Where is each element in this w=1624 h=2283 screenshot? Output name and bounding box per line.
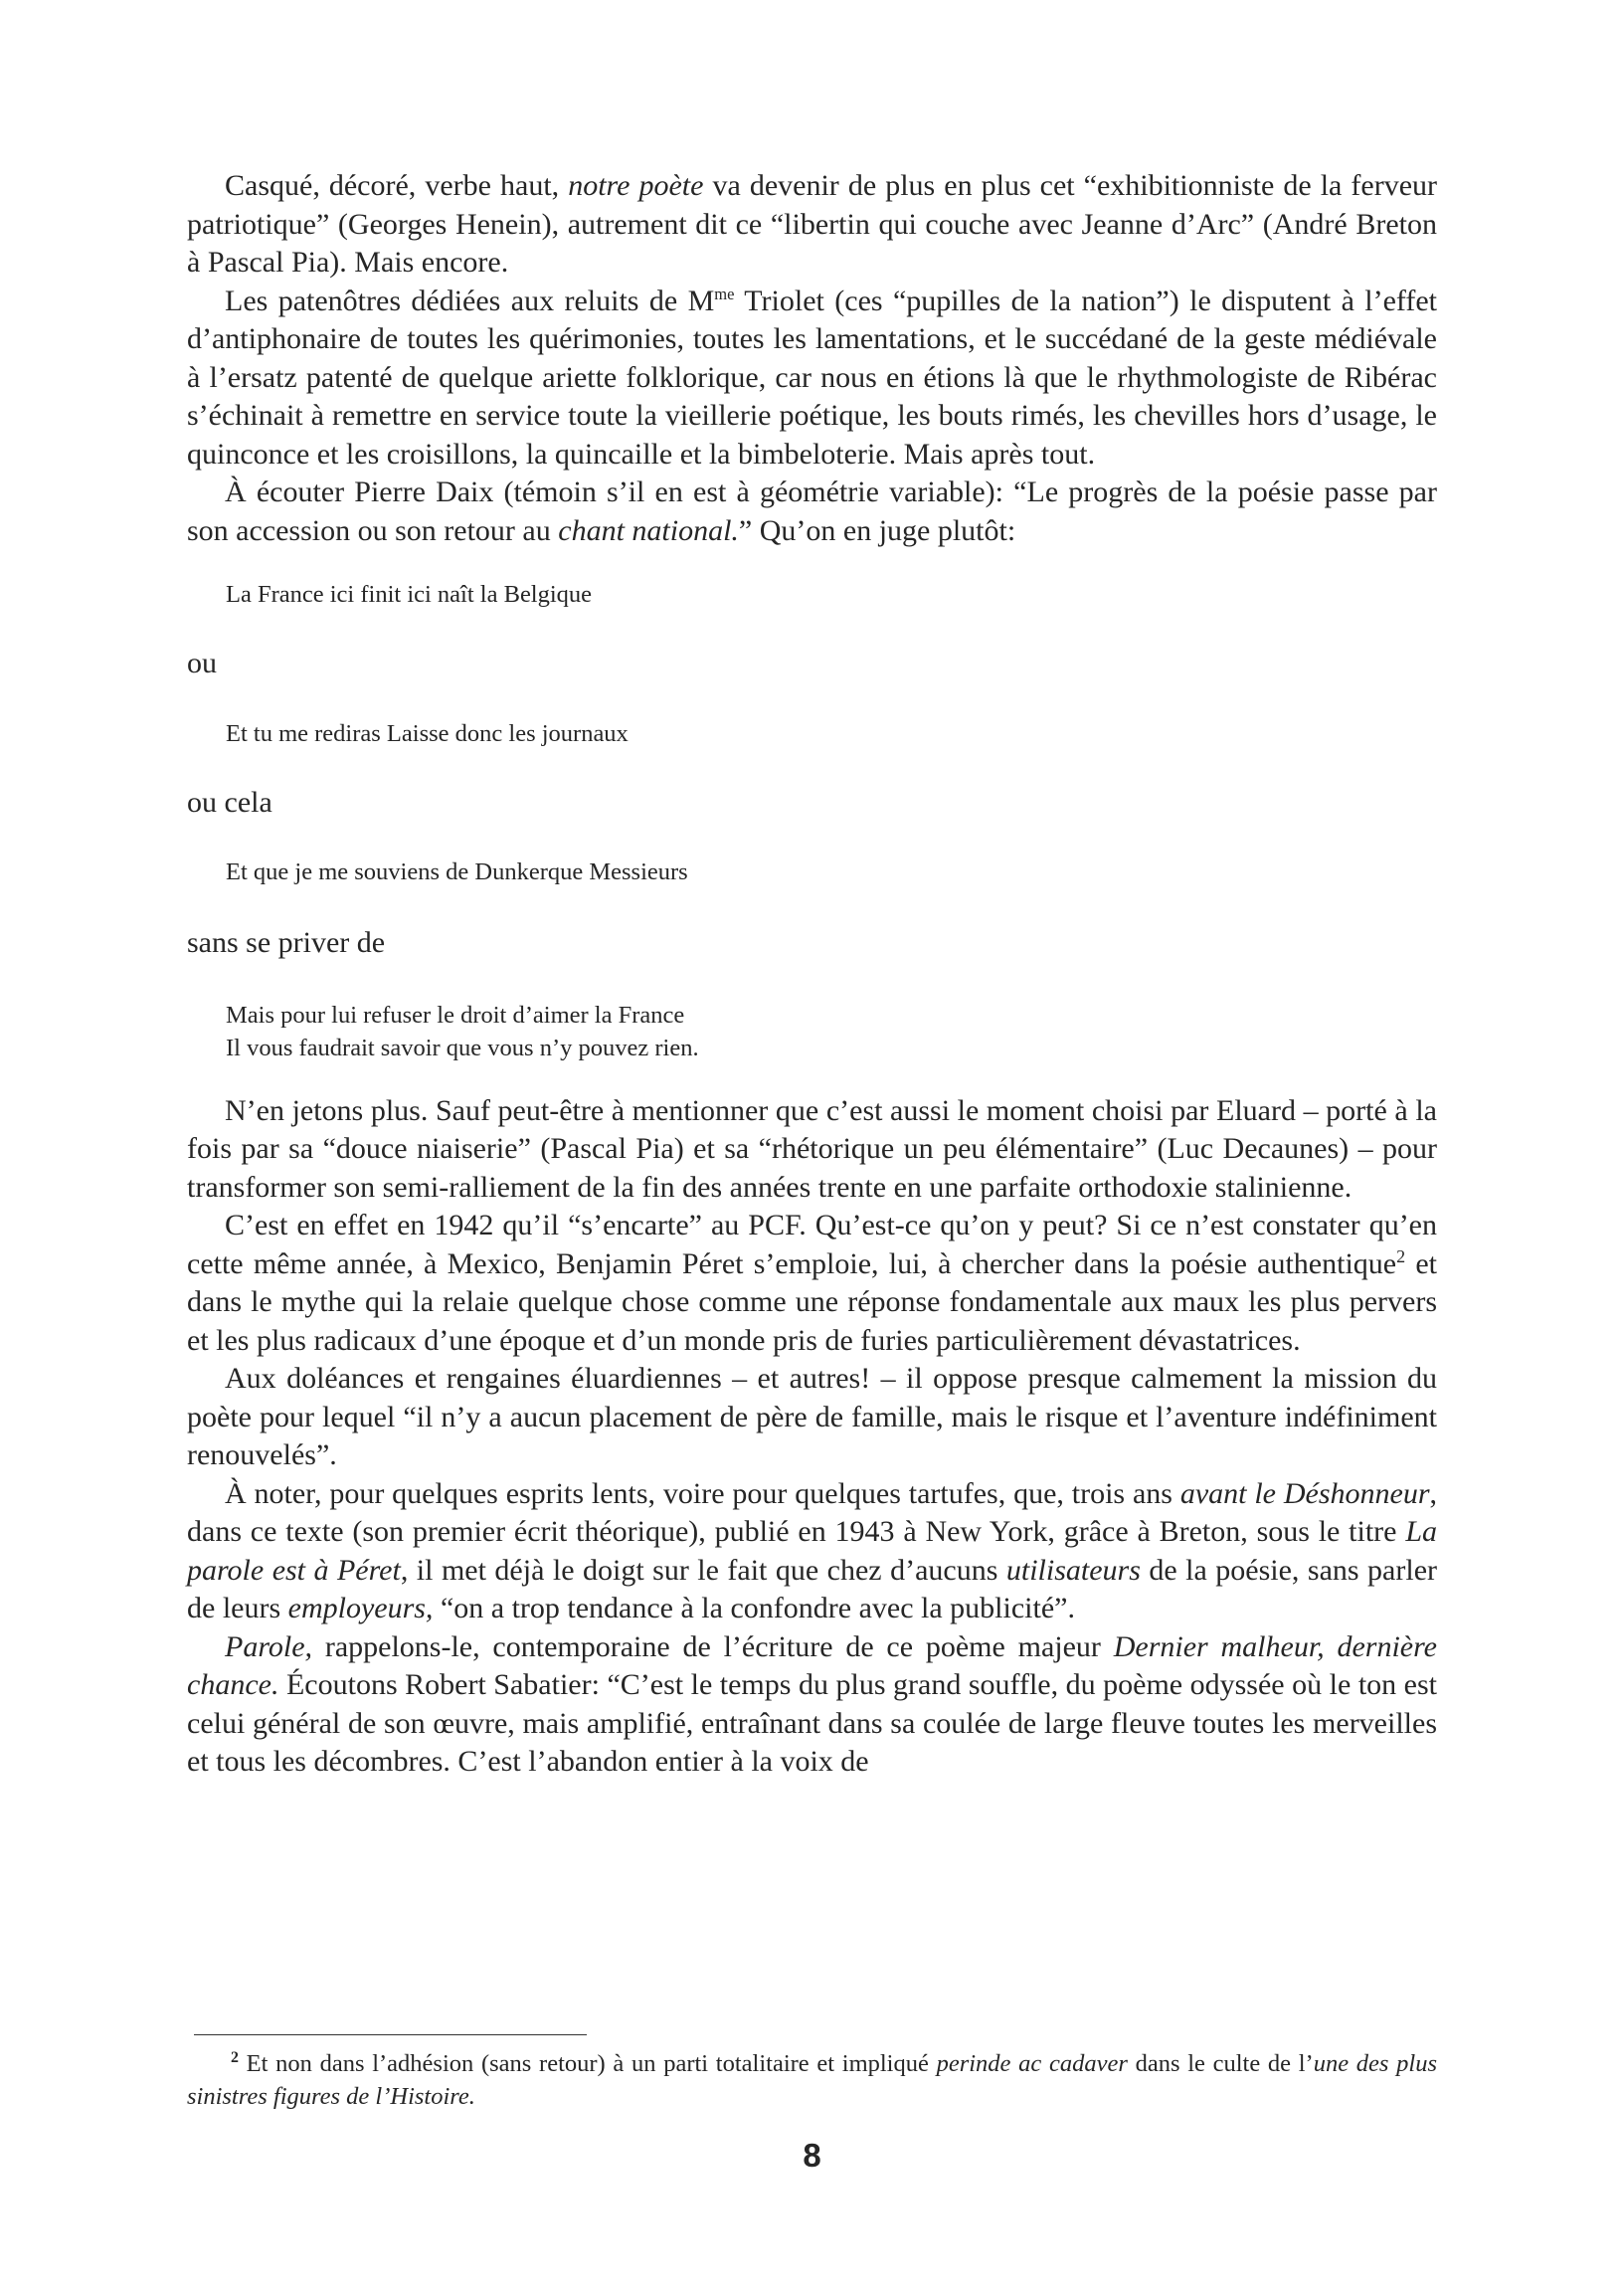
italic-run: perinde ac cadaver <box>936 2050 1128 2077</box>
italic-run: avant le Déshonneur <box>1179 1476 1430 1510</box>
text-run: et dans le mythe qui la relaie quelque chose comme une réponse fondamentale aux maux les plus pervers et les plus radicaux d’une époque et d’un monde pris de furies particulièrement dévastatrices. <box>187 1246 1437 1357</box>
text-run: , dans ce texte (son premier écrit théorique), publié en 1943 à New York, grâce à Breton, sous le titre <box>187 1476 1438 1548</box>
main-text <box>187 167 1437 1782</box>
verse-quote-2: Et tu me rediras Laisse donc les journaux <box>226 719 629 747</box>
paragraph-3 <box>187 474 1437 550</box>
verse-quote-4 <box>187 999 1437 1064</box>
paragraph-5 <box>187 1207 1437 1360</box>
connector-text-2: ou cela <box>187 785 272 819</box>
superscript: me <box>714 284 735 303</box>
text-run: dans le culte de l’ <box>1127 2050 1314 2077</box>
italic-run: La parole est à Péret <box>187 1515 1437 1587</box>
text-run: rappelons-le, contemporaine de l’écriture de ce poème majeur <box>312 1629 1114 1663</box>
verse-quote-3: Et que je me souviens de Dunkerque Messieurs <box>226 858 688 885</box>
text-run: de la poésie, sans parler de leurs <box>187 1553 1438 1624</box>
italic-run: utilisateurs <box>1005 1553 1141 1587</box>
text-run: ” Qu’on en juge plutôt: <box>738 513 1016 547</box>
italic-run: Parole, <box>225 1629 313 1663</box>
italic-run: employeurs, <box>287 1592 434 1624</box>
text-run: Les patenôtres dédiées aux reluits de M <box>225 284 715 317</box>
paragraph-4: N’en jetons plus. Sauf peut-être à mentionner que c’est aussi le moment choisi par Eluard – porté à la fois par sa “douce niaiserie” (Pascal Pia) et sa “rhétorique un peu élémentaire” (Luc Decaunes) – pour transformer son semi-ralliement de la fin des années trente en une parfaite orthodoxie stalinienne. <box>187 1093 1437 1204</box>
text-run: Casqué, décoré, verbe haut, <box>225 169 569 202</box>
paragraph-6: Aux doléances et rengaines éluardiennes – et autres! – il oppose presque calmement la mission du poète pour lequel “il n’y a aucun placement de père de famille, mais le risque et l’aventure indéfiniment renouvelés”. <box>187 1362 1437 1471</box>
italic-run: Dernier malheur, dernière chance. <box>187 1629 1437 1701</box>
text-run: À écouter Pierre Daix (témoin s’il en est à géométrie variable): “Le progrès de la poésie passe par son accession ou son retour au <box>187 476 1437 547</box>
footnote-reference[interactable]: 2 <box>1396 1245 1406 1266</box>
text-run: Et non dans l’adhésion (sans retour) à un parti totalitaire et impliqué <box>238 2050 937 2077</box>
verse-line: Mais pour lui refuser le droit d’aimer la France <box>226 1001 685 1029</box>
footnote-separator <box>194 2034 587 2035</box>
text-run: , il met déjà le doigt sur le fait que chez d’aucuns <box>400 1553 1006 1587</box>
italic-run: une des plus sinistres figures de l’Histoire. <box>187 2050 1438 2110</box>
text-run: Triolet (ces “pupilles de la nation”) le disputent à l’effet d’antiphonaire de toutes les quérimonies, toutes les lamentations, et le succédané de la geste médiévale à l’ersatz patenté de quelque ariette folklorique, car nous en étions là que le rhythmologiste de Ribérac s’échinait à remettre en service toute la vieillerie poétique, les bouts rimés, les chevilles hors d’usage, le quinconce et les croisillons, la quincaille et la bimbeloterie. Mais après tout. <box>187 284 1438 471</box>
paragraph-1 <box>187 167 1437 283</box>
paragraph-7 <box>187 1475 1437 1628</box>
italic-run: notre poète <box>568 169 704 202</box>
paragraph-2 <box>187 283 1437 475</box>
footnote <box>187 2047 1437 2113</box>
text-run: C’est en effet en 1942 qu’il “s’encarte” au PCF. Qu’est-ce qu’on y peut? Si ce n’est constater qu’en cette même année, à Mexico, Benjamin Péret s’emploie, lui, à chercher dans la poésie authentique <box>187 1209 1437 1280</box>
verse-line: Il vous faudrait savoir que vous n’y pouvez rien. <box>226 1034 699 1061</box>
text-run: À noter, pour quelques esprits lents, voire pour quelques tartufes, que, trois ans <box>225 1476 1180 1510</box>
verse-quote-1: La France ici finit ici naît la Belgique <box>226 581 593 608</box>
paragraph-8 <box>187 1628 1437 1782</box>
text-run: Écoutons Robert Sabatier: “C’est le temps du plus grand souffle, du poème odyssée où le ton est celui général de son œuvre, mais amplifié, entraînant dans sa coulée de large fleuve toutes les merveilles et tous les décombres. C’est l’abandon entier à la voix de <box>187 1668 1437 1778</box>
italic-run: chant national. <box>558 513 739 547</box>
connector-text-3: sans se priver de <box>187 926 386 959</box>
text-run: “on a trop tendance à la confondre avec la publicité”. <box>433 1592 1075 1624</box>
text-run: va devenir de plus en plus cet “exhibitionniste de la ferveur patriotique” (Georges Henein), autrement dit ce “libertin qui couche avec Jeanne d’Arc” (André Breton à Pascal Pia). Mais encore. <box>187 169 1437 279</box>
connector-text-1: ou <box>187 647 217 679</box>
footnote-number: 2 <box>231 2048 239 2066</box>
page-number: 8 <box>803 2137 821 2174</box>
